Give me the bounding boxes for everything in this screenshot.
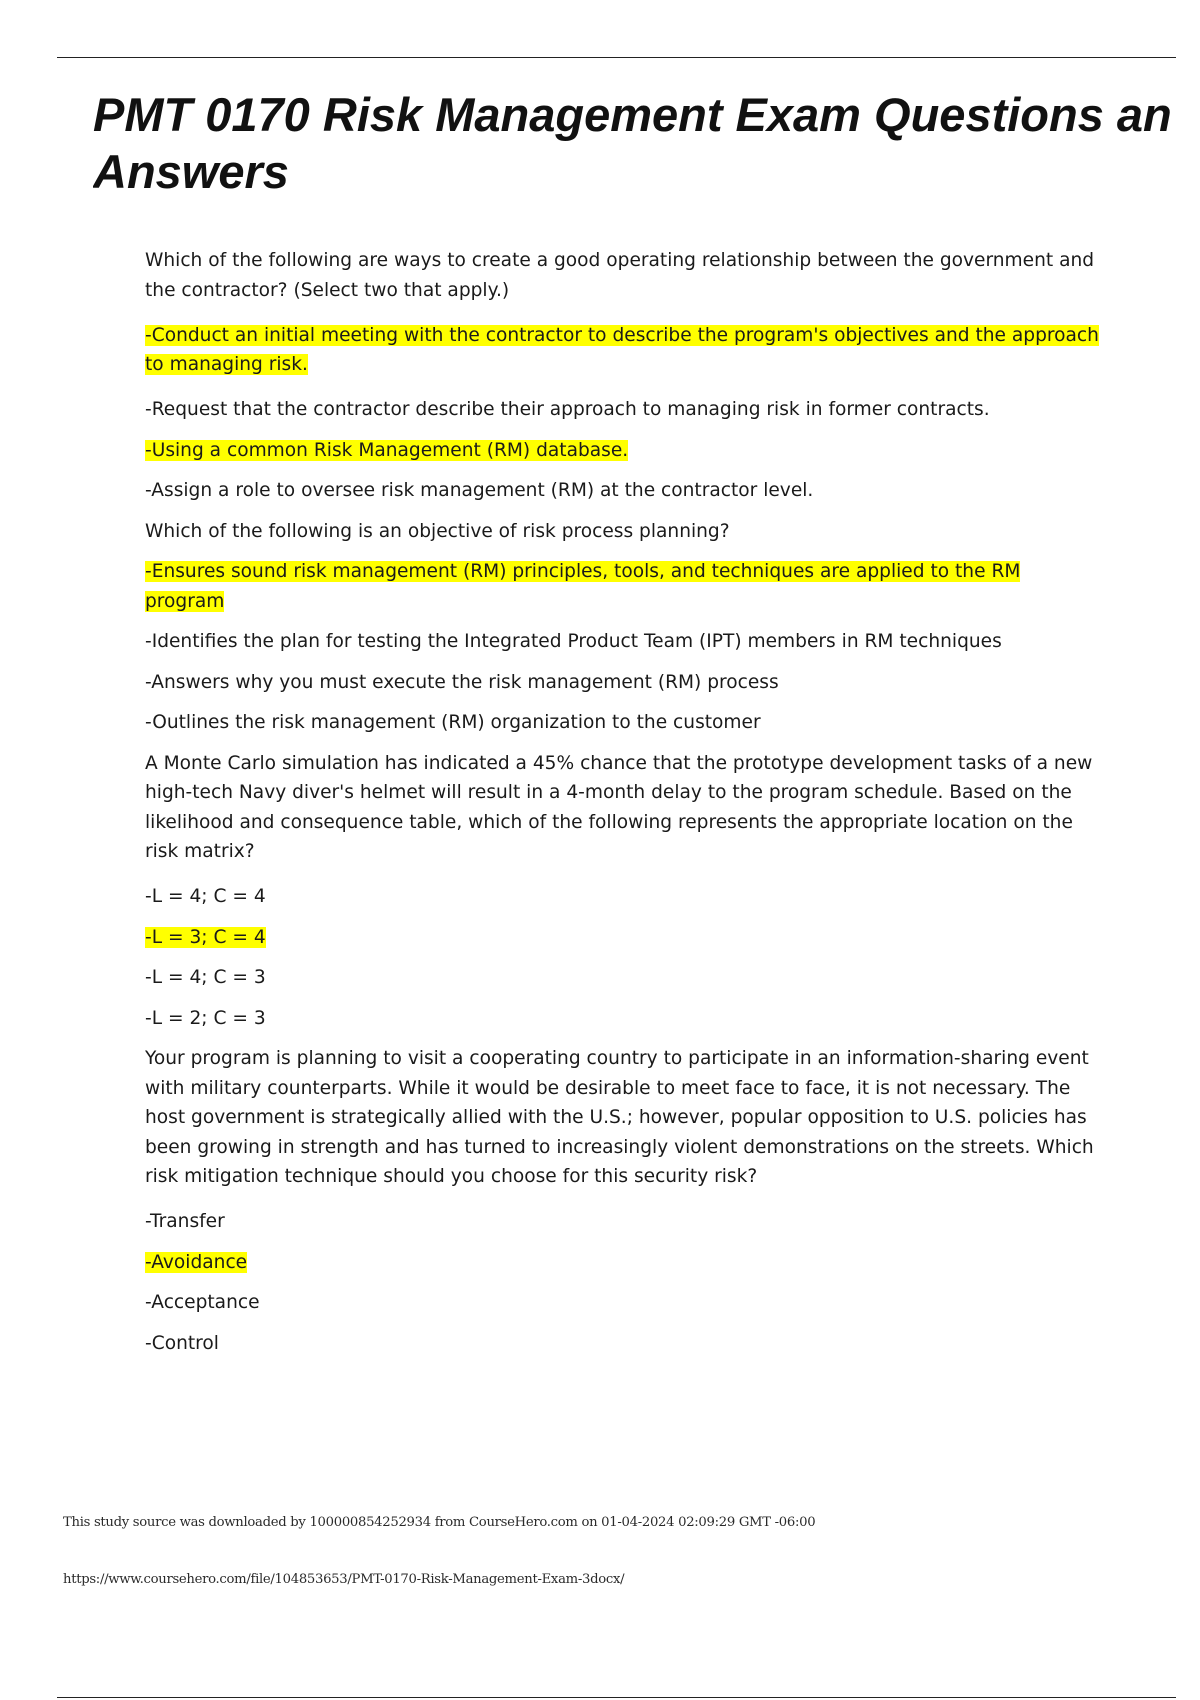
- document-body: [145, 246, 1105, 1369]
- question-4: Your program is planning to visit a cooperating country to participate in an information-sharing event with military counterparts. While it would be desirable to meet face to face, it is not necessary. The host government is strategically allied with the U.S.; however, popular opposition to U.S. policies has been growing in strength and has turned to increasingly violent demonstrations on the streets. Which risk mitigation technique should you choose for this security risk?: [145, 1048, 1094, 1187]
- title-line-1: PMT 0170 Risk Management Exam Questions an: [93, 88, 1172, 141]
- question-2: Which of the following is an objective of risk process planning?: [145, 520, 730, 542]
- answer-option: -Identifies the plan for testing the Integrated Product Team (IPT) members in RM techniques: [145, 631, 1002, 652]
- answer-option: -Request that the contractor describe their approach to managing risk in former contracts.: [145, 399, 990, 420]
- answer-option: -Answers why you must execute the risk management (RM) process: [145, 671, 779, 693]
- answer-correct: -Avoidance: [145, 1251, 248, 1273]
- answer-correct: -Ensures sound risk management (RM) principles, tools, and techniques are applied to the RM program: [145, 561, 1021, 612]
- title-line-2: Answers: [93, 145, 289, 198]
- answer-option: -L = 4; C = 4: [145, 886, 266, 907]
- top-rule: [57, 57, 1176, 58]
- question-1: Which of the following are ways to create a good operating relationship between the government and the contractor? (Select two that apply.): [145, 250, 1095, 301]
- answer-option: -Outlines the risk management (RM) organization to the customer: [145, 712, 761, 733]
- answer-option: -Acceptance: [145, 1292, 260, 1313]
- answer-correct: -Using a common Risk Management (RM) database.: [145, 439, 629, 461]
- source-url[interactable]: https://www.coursehero.com/file/104853653/PMT-0170-Risk-Management-Exam-3docx/: [63, 1572, 625, 1587]
- answer-option: -L = 4; C = 3: [145, 967, 266, 988]
- bottom-rule: [57, 1697, 1176, 1698]
- download-source-note: This study source was downloaded by 100000854252934 from CourseHero.com on 01-04-2024 02:09:29 GMT -06:00: [63, 1515, 816, 1530]
- answer-option: -Assign a role to oversee risk management (RM) at the contractor level.: [145, 480, 814, 501]
- answer-correct: -L = 3; C = 4: [145, 926, 266, 948]
- document-title: [93, 86, 1200, 200]
- answer-option: -L = 2; C = 3: [145, 1007, 266, 1029]
- answer-option: -Control: [145, 1332, 219, 1354]
- answer-option: -Transfer: [145, 1211, 225, 1232]
- answer-correct: -Conduct an initial meeting with the contractor to describe the program's objectives and the approach to managing risk.: [145, 324, 1099, 375]
- question-3: A Monte Carlo simulation has indicated a 45% chance that the prototype development tasks of a new high-tech Navy diver's helmet will result in a 4-month delay to the program schedule. Based on the likelihood and consequence table, which of the following represents the appropriate location on the risk matrix?: [145, 752, 1093, 862]
